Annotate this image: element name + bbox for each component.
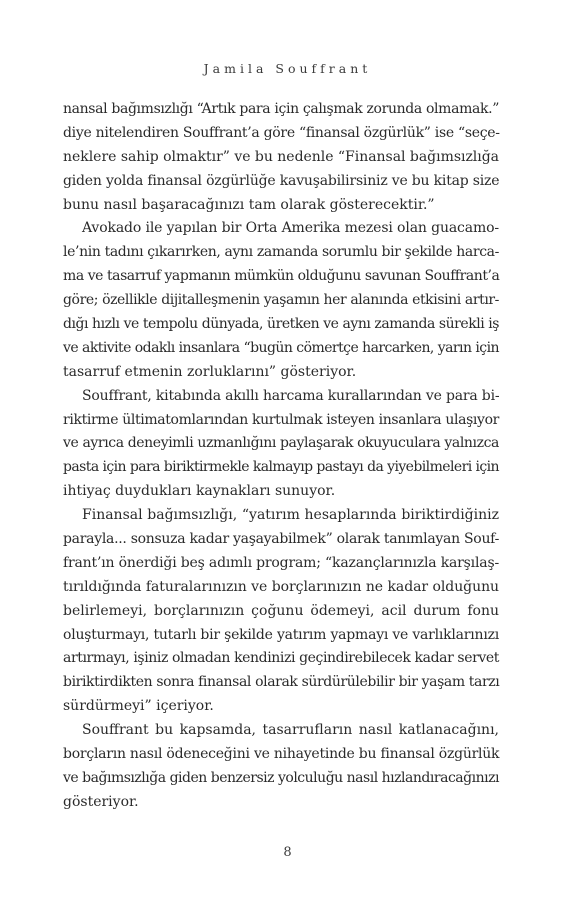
text-line: artırmayı, işiniz olmadan kendinizi geçindirebilecek kadar servet: [63, 650, 499, 667]
text-line: neklere sahip olmaktır” ve bu nedenle “Finansal bağımsızlığa: [63, 148, 499, 165]
paragraph: [63, 504, 499, 719]
text-line: frant’ın önerdiği beş adımlı program; “kazançlarınızla karşılaş-: [63, 554, 499, 571]
text-line: ve ayrıca deneyimli uzmanlığını paylaşarak okuyuculara yalnızca: [63, 435, 499, 452]
text-line: ihtiyaç duydukları kaynakları sunuyor.: [63, 483, 336, 500]
text-line: tırıldığında faturalarınızın ve borçlarınızın ne kadar olduğunu: [63, 578, 500, 595]
text-line: riktirme ültimatomlarından kurtulmak isteyen insanlara ulaşıyor: [63, 411, 499, 428]
paragraph: [63, 98, 499, 217]
text-line: oluşturmayı, tutarlı bir şekilde yatırım yapmayı ve varlıklarınızı: [63, 626, 499, 643]
text-line: giden yolda finansal özgürlüğe kavuşabilirsiniz ve bu kitap size: [63, 172, 500, 189]
text-line: diye nitelendiren Souffrant’a göre “finansal özgürlük” ise “seçe-: [63, 124, 500, 141]
paragraph: [63, 217, 499, 384]
paragraph: [63, 385, 499, 504]
text-line: borçların nasıl ödeneceğini ve nihayetinde bu finansal özgürlük: [63, 746, 500, 763]
text-line: nansal bağımsızlığı “Artık para için çalışmak zorunda olmamak.”: [63, 101, 499, 117]
text-line: pasta için para biriktirmekle kalmayıp pastayı da yiyebilmeleri için: [63, 459, 499, 476]
text-line: sürdürmeyi” içeriyor.: [63, 698, 214, 715]
text-line: ma ve tasarruf yapmanın mümkün olduğunu savunan Souffrant’a: [63, 268, 500, 285]
page-number: 8: [283, 845, 292, 860]
text-line: göre; özellikle dijitalleşmenin yaşamın her alanında etkisini artır-: [63, 292, 499, 309]
text-line: ve aktivite odaklı insanlara “bugün cömertçe harcarken, yarın için: [63, 339, 499, 356]
text-line: bunu nasıl başaracağınızı tam olarak gösterecektir.”: [63, 196, 435, 213]
text-line: Finansal bağımsızlığı, “yatırım hesaplarında biriktirdiğiniz: [82, 507, 499, 524]
text-line: Souffrant bu kapsamda, tasarrufların nasıl katlanacağını,: [82, 722, 499, 739]
text-line: tasarruf etmenin zorluklarını” gösteriyor.: [63, 363, 357, 380]
text-line: belirlemeyi, borçlarınızın çoğunu ödemeyi, acil durum fonu: [63, 602, 499, 619]
paragraph: [63, 719, 499, 815]
text-line: Souffrant, kitabında akıllı harcama kurallarından ve para bi-: [82, 387, 500, 404]
running-header-title: Jamila Souffrant: [203, 61, 372, 76]
text-line: le’nin tadını çıkarırken, aynı zamanda sorumlu bir şekilde harca-: [63, 244, 500, 261]
text-line: Avokado ile yapılan bir Orta Amerika mezesi olan guacamo-: [82, 220, 500, 237]
text-line: gösteriyor.: [63, 793, 139, 810]
body-text: [63, 98, 499, 815]
text-line: dığı hızlı ve tempolu dünyada, üretken ve aynı zamanda sürekli iş: [63, 316, 500, 333]
text-line: parayla... sonsuza kadar yaşayabilmek” olarak tanımlayan Souf-: [63, 531, 500, 548]
text-line: ve bağımsızlığa giden benzersiz yolculuğu nasıl hızlandıracağınızı: [63, 769, 499, 786]
text-line: biriktirdikten sonra finansal olarak sürdürülebilir bir yaşam tarzı: [63, 674, 500, 691]
